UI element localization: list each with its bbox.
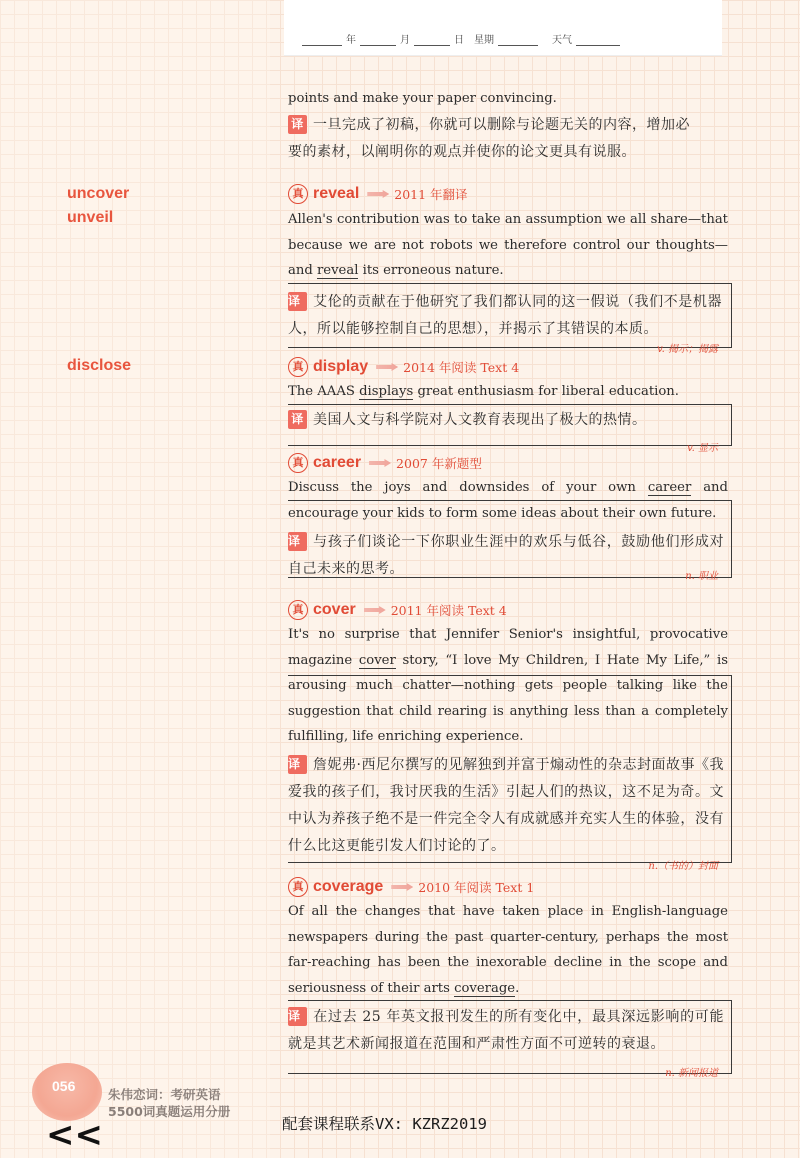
- entry-header: [288, 875, 728, 899]
- intro-chinese: [288, 112, 728, 166]
- translation-text: 艾伦的贡献在于他研究了我们都认同的这一假说（我们不是机器人，所以能够控制自己的思想），并揭示了其错误的本质。: [288, 293, 722, 337]
- arrow-icon: [391, 883, 413, 891]
- example-text-end: its erroneous nature.: [358, 263, 504, 278]
- example-text-end: and encourage your kids to form some ideas about their own future.: [288, 480, 728, 521]
- year-blank: [302, 34, 342, 46]
- book-title-line2: 5500词真题运用分册: [108, 1104, 231, 1119]
- translation-badge: 译: [288, 292, 307, 311]
- header-tab: [284, 0, 722, 56]
- keyword-underlined: displays: [359, 384, 414, 399]
- real-exam-badge: 真: [288, 453, 308, 473]
- exam-source: 2014 年阅读 Text 4: [403, 360, 520, 375]
- weekday-label: 星期: [474, 35, 494, 46]
- translation-badge: 译: [288, 755, 307, 774]
- translation-bracket: [288, 1000, 732, 1074]
- translation-bracket: [288, 283, 732, 348]
- part-of-speech: n.（书的）封面: [648, 861, 718, 872]
- intro-zh-line1: 一旦完成了初稿，你就可以删除与论题无关的内容，增加必: [313, 116, 690, 133]
- part-of-speech: v. 揭示；揭露: [657, 344, 718, 355]
- translation-text: 詹妮弗·西尼尔撰写的见解独到并富于煽动性的杂志封面故事《我爱我的孩子们，我讨厌我的生活》引起人们的热议，这不足为奇。文中认为养孩子绝不是一件完全令人有成就感并充实人生的体验，没有什么比这更能引发人们讨论的了。: [288, 756, 724, 854]
- example-text-end: story, “I love My Children, I Hate My Life,” is arousing much chatter—nothing gets people talking like the suggestion that child rearing is anything less than a completely fulfilling, life enriching experience.: [288, 652, 729, 744]
- back-arrows-icon[interactable]: <<: [46, 1115, 103, 1155]
- exam-source: 2011 年阅读 Text 4: [390, 603, 507, 618]
- arrow-icon: [367, 190, 389, 198]
- keyword-underlined: cover: [358, 652, 396, 668]
- example-english: [288, 899, 728, 1001]
- keyword-underlined: coverage: [454, 980, 516, 996]
- translation-text: 美国人文与科学院对人文教育表现出了极大的热情。: [313, 411, 647, 428]
- entry-header: [288, 182, 728, 206]
- year-label: 年: [346, 35, 356, 46]
- translation-text: 在过去 25 年英文报刊发生的所有变化中，最具深远影响的可能就是其艺术新闻报道在范围和严肃性方面不可逆转的衰退。: [288, 1009, 724, 1052]
- example-english: [288, 207, 728, 284]
- keyword-underlined: career: [647, 480, 692, 495]
- example-text-end: .: [515, 980, 520, 996]
- watermark-text: 配套课程联系VX: KZRZ2019: [282, 1115, 487, 1133]
- real-exam-badge: 真: [288, 877, 308, 897]
- month-label: 月: [400, 35, 410, 46]
- real-exam-badge: 真: [288, 184, 308, 204]
- intro-english: points and make your paper convincing.: [288, 91, 557, 106]
- translation-badge: 译: [288, 115, 307, 134]
- example-text: Allen's contribution was to take an assumption we all share—that because we are not robots we therefore control our thoughts—and: [288, 212, 728, 278]
- month-blank: [360, 34, 396, 46]
- example-text-end: great enthusiasm for liberal education.: [413, 384, 679, 399]
- translation-badge: 译: [288, 410, 307, 429]
- entry-header: [288, 355, 728, 379]
- translation-badge: 译: [288, 1007, 307, 1026]
- exam-source: 2007 年新题型: [396, 456, 482, 471]
- example-text: It's no surprise that Jennifer Senior's insightful, provocative magazine: [288, 627, 728, 668]
- weather-blank: [576, 34, 620, 46]
- headword: display: [313, 358, 369, 375]
- example-text: The AAAS: [288, 384, 360, 399]
- day-blank: [414, 34, 450, 46]
- sidebar-band: [0, 0, 270, 1158]
- keyword-underlined: reveal: [317, 263, 359, 278]
- headword: career: [313, 454, 362, 471]
- entry-header: [288, 598, 728, 622]
- part-of-speech: v. 显示: [687, 443, 718, 454]
- date-line: [302, 31, 620, 46]
- intro-block: [288, 86, 728, 166]
- example-text: Of all the changes that have taken place in English-language newspapers during the past quarter-century, perhaps the most far-reaching has been the inexorable decline in the scope and seriousness of their arts: [288, 904, 728, 996]
- page-number: 056: [52, 1078, 76, 1094]
- entry-header: [288, 451, 728, 475]
- headword: cover: [313, 601, 356, 618]
- book-title-line1: 朱伟恋词：考研英语: [108, 1087, 221, 1102]
- exam-source: 2010 年阅读 Text 1: [418, 880, 535, 895]
- arrow-icon: [376, 363, 398, 371]
- translation-bracket: [288, 404, 732, 446]
- arrow-icon: [364, 606, 386, 614]
- part-of-speech: n. 新闻报道: [665, 1068, 718, 1079]
- sidebar-word-disclose: disclose: [67, 357, 132, 374]
- weather-label: 天气: [552, 35, 572, 46]
- day-label: 日: [454, 35, 464, 46]
- real-exam-badge: 真: [288, 600, 308, 620]
- weekday-blank: [498, 34, 538, 46]
- translation-text: 与孩子们谈论一下你职业生涯中的欢乐与低谷，鼓励他们形成对自己未来的思考。: [288, 534, 724, 577]
- intro-zh-line2: 要的素材，以阐明你的观点并使你的论文更具有说服。: [288, 143, 636, 160]
- example-english: [288, 379, 728, 405]
- sidebar-word-unveil: unveil: [67, 209, 114, 226]
- translation-badge: 译: [288, 532, 307, 551]
- exam-source: 2011 年翻译: [394, 187, 468, 202]
- translation-bracket: [288, 675, 732, 863]
- sidebar-word-uncover: uncover: [67, 185, 130, 202]
- headword: coverage: [313, 878, 384, 895]
- headword: reveal: [313, 185, 360, 202]
- part-of-speech: n. 职业: [685, 571, 718, 582]
- example-text: Discuss the joys and downsides of your own: [288, 480, 648, 495]
- translation-bracket: [288, 500, 732, 578]
- real-exam-badge: 真: [288, 357, 308, 377]
- arrow-icon: [369, 459, 391, 467]
